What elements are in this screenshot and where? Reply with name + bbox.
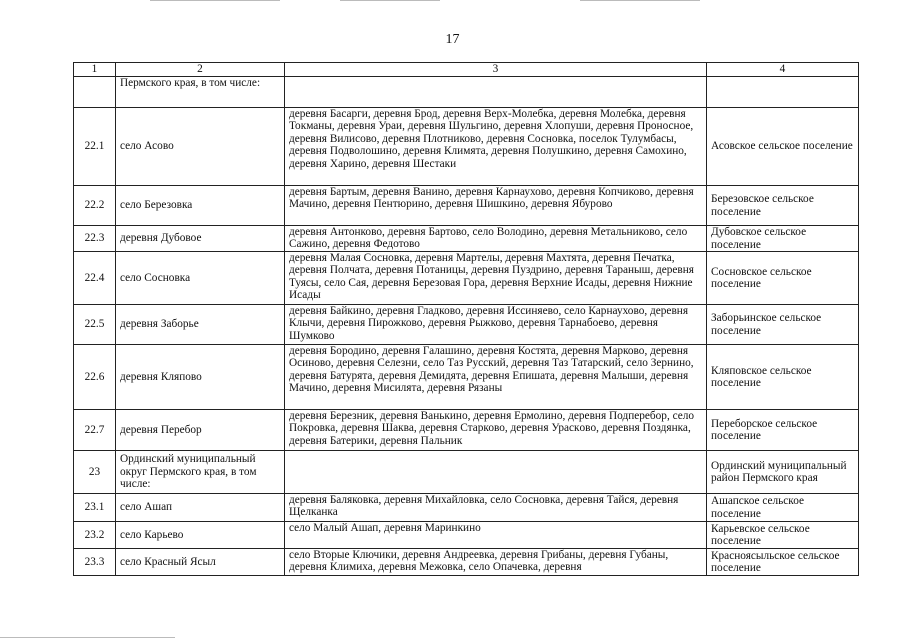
locality-name: деревня Кляпово [116,345,285,410]
row-number: 23 [74,451,116,494]
top-scan-line-center [340,0,440,1]
settlement-name: Сосновское сельское поселение [707,252,859,305]
locality-name: село Асово [116,108,285,186]
page-number: 17 [445,32,460,47]
villages-list: деревня Басарги, деревня Брод, деревня Верх-Молебка, деревня Молебка, деревня Токманы, деревня Ураи, деревня Шульгино, деревня Хлопуши, деревня Проносное, деревня Вилисово, деревня Плотниково, деревня Сосновка, поселок Тулумбасы, деревня Подволошино, деревня Климята, деревня Полушкино, деревня Самохино, деревня Харино, деревня Шестаки [285,108,707,186]
villages-list: деревня Байкино, деревня Гладково, деревня Иссиняево, село Карнаухово, деревня Клычи, деревня Пирожково, деревня Рыжково, деревня Тарнабоево, деревня Шумково [285,305,707,345]
row-number: 22.5 [74,305,116,345]
settlement-name: Карьевское сельское поселение [707,522,859,549]
table-row [74,108,859,186]
locality-name: село Карьево [116,522,285,549]
header-row [74,63,859,77]
row-number: 22.2 [74,186,116,226]
locality-name: Пермского края, в том числе: [116,77,285,108]
locality-name: Ординский муниципальный округ Пермского края, в том числе: [116,451,285,494]
table-row [74,451,859,494]
settlement-name: Дубовское сельское поселение [707,226,859,252]
row-number: 23.1 [74,494,116,522]
row-number [74,77,116,108]
row-number: 23.2 [74,522,116,549]
top-scan-line-right [580,0,700,1]
table-row [74,410,859,451]
villages-list [285,77,707,108]
bottom-scan-line [0,637,175,638]
settlement-name: Ашапское сельское поселение [707,494,859,522]
locality-name: село Сосновка [116,252,285,305]
table-row [74,549,859,576]
table-row [74,345,859,410]
top-scan-line-left [150,0,280,1]
locality-name: село Березовка [116,186,285,226]
col-header-2: 2 [116,63,285,77]
settlement-name: Переборское сельское поселение [707,410,859,451]
locality-name: село Красный Ясыл [116,549,285,576]
row-number: 22.1 [74,108,116,186]
col-header-4: 4 [707,63,859,77]
table-row [74,252,859,305]
settlement-name: Асовское сельское поселение [707,108,859,186]
villages-list: село Малый Ашап, деревня Маринкино [285,522,707,549]
settlement-name: Ординский муниципальный район Пермского края [707,451,859,494]
table-row [74,494,859,522]
table-row [74,186,859,226]
locality-name: деревня Перебор [116,410,285,451]
villages-list: деревня Березник, деревня Ванькино, деревня Ермолино, деревня Подперебор, село Покровка, деревня Шаква, деревня Старково, деревня Ураскoво, деревня Поздянка, деревня Батерики, деревня Пальник [285,410,707,451]
settlement-name [707,77,859,108]
villages-list [285,451,707,494]
row-number: 23.3 [74,549,116,576]
row-number: 22.6 [74,345,116,410]
villages-list: деревня Антонково, деревня Бартово, село Володино, деревня Метальниково, село Сажино, деревня Федотово [285,226,707,252]
locality-name: село Ашап [116,494,285,522]
locality-name: деревня Дубовое [116,226,285,252]
settlement-name: Заборьинское сельское поселение [707,305,859,345]
villages-list: деревня Бартым, деревня Ванино, деревня Карнаухово, деревня Копчиково, деревня Мачино, деревня Пентюрино, деревня Шишкино, деревня Ябурово [285,186,707,226]
villages-list: село Вторые Ключики, деревня Андреевка, деревня Грибаны, деревня Губаны, деревня Климиха, деревня Межовка, село Опачевка, деревня [285,549,707,576]
locality-name: деревня Заборье [116,305,285,345]
row-number: 22.3 [74,226,116,252]
table-row [74,522,859,549]
row-number: 22.7 [74,410,116,451]
villages-list: деревня Баляковка, деревня Михайловка, село Сосновка, деревня Тайся, деревня Щелканка [285,494,707,522]
row-number: 22.4 [74,252,116,305]
settlements-table [73,62,859,576]
settlement-name: Красноясыльское сельское поселение [707,549,859,576]
table-row [74,305,859,345]
table-row [74,77,859,108]
settlement-name: Березовское сельское поселение [707,186,859,226]
villages-list: деревня Малая Сосновка, деревня Мартелы, деревня Махтята, деревня Печатка, деревня Полчата, деревня Потаницы, деревня Пуздрино, деревня Тараныш, деревня Туясы, село Сая, деревня Березовая Гора, деревня Верхние Исады, деревня Нижние Исады [285,252,707,305]
settlement-name: Кляповское сельское поселение [707,345,859,410]
table-row [74,226,859,252]
col-header-3: 3 [285,63,707,77]
villages-list: деревня Бородино, деревня Галашино, деревня Костята, деревня Марково, деревня Осиново, деревня Селезни, село Таз Русский, деревня Таз Татарский, село Зернино, деревня Батурята, деревня Демидята, деревня Епишата, деревня Малыши, деревня Мачино, деревня Мисилята, деревня Рязаны [285,345,707,410]
col-header-1: 1 [74,63,116,77]
